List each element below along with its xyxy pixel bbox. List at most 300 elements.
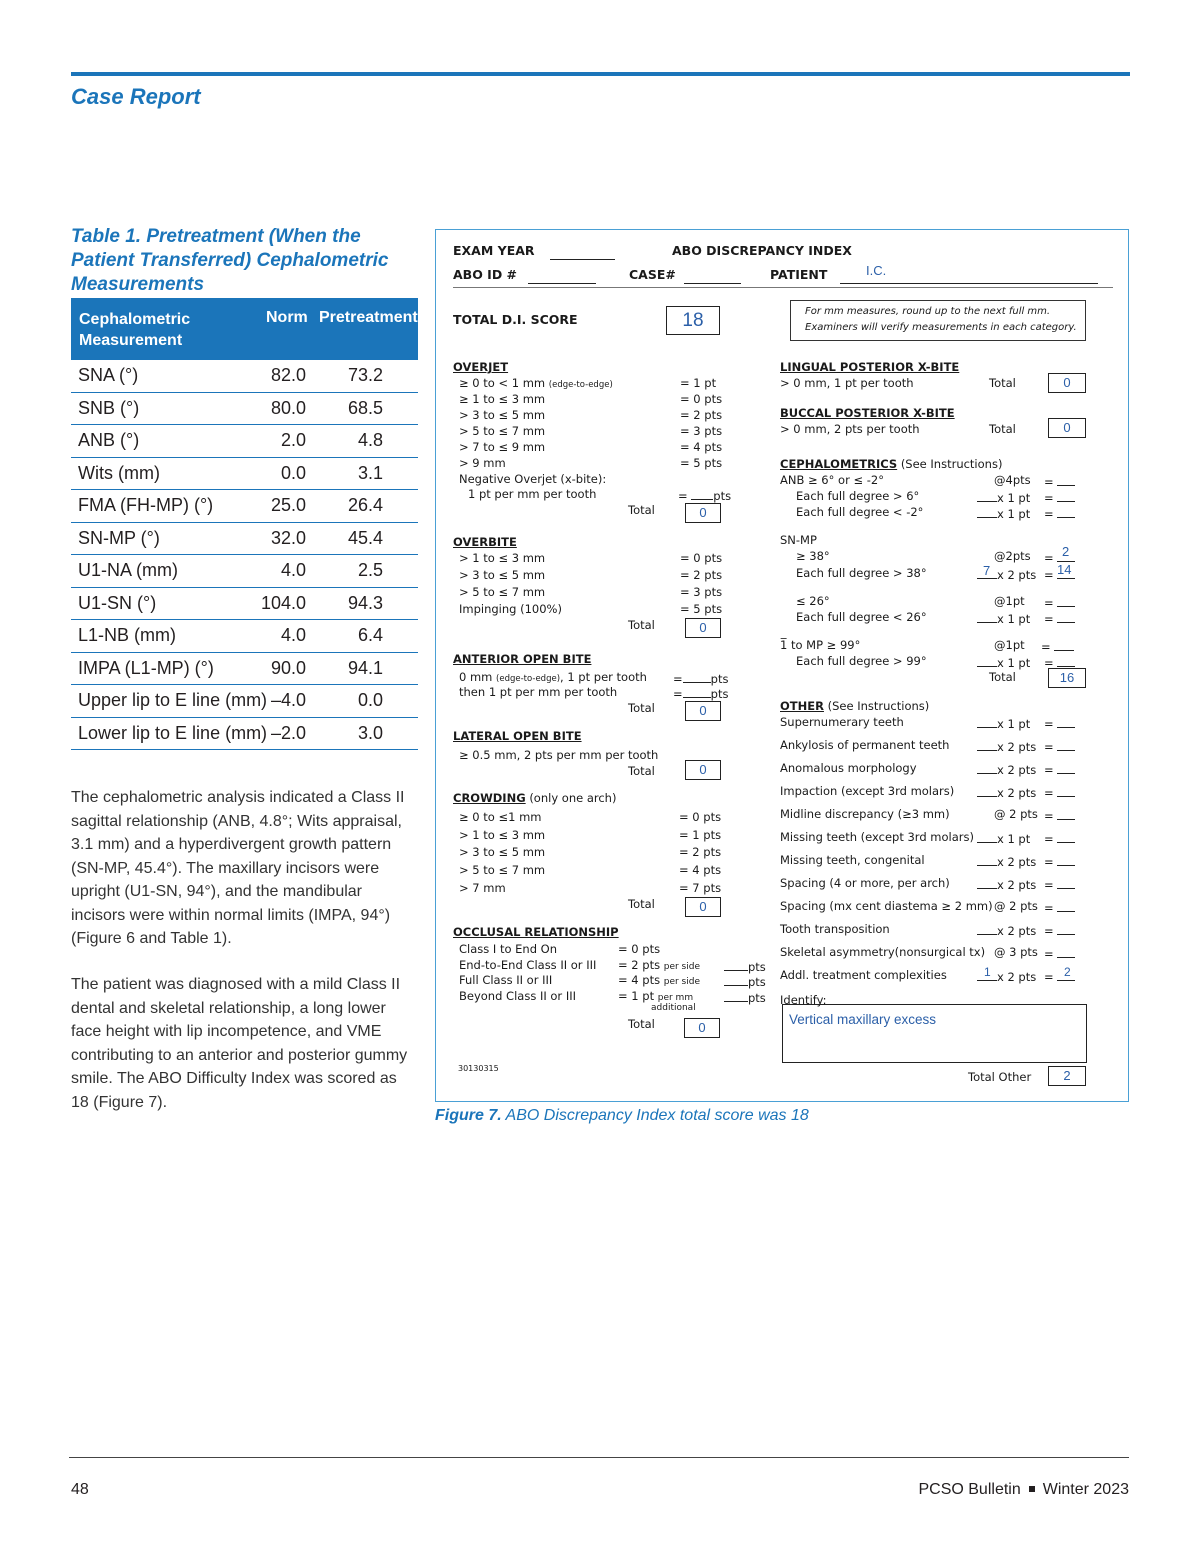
cell-pretreatment: 45.4 xyxy=(347,527,383,548)
value-blank[interactable] xyxy=(1057,594,1075,607)
total-label: Total xyxy=(628,764,655,778)
impa-mult xyxy=(977,654,1030,670)
other-label: Missing teeth (except 3rd molars) xyxy=(780,830,974,844)
mult-label: x 1 pt xyxy=(997,612,1031,626)
crowding-note: (only one arch) xyxy=(529,791,617,805)
ceph-title: CEPHALOMETRICS xyxy=(780,457,898,471)
table-row xyxy=(71,523,418,556)
pts-unit: pts xyxy=(710,672,729,686)
total-label: Total xyxy=(628,897,655,911)
other-label: Missing teeth, congenital xyxy=(780,853,925,867)
anb-each-pos: Each full degree > 6° xyxy=(796,489,920,503)
other-row xyxy=(780,945,1100,968)
other-mult xyxy=(977,738,1036,754)
other-row xyxy=(780,738,1100,761)
cell-measurement: Lower lip to E line (mm) xyxy=(78,722,268,743)
other-label: Midline discrepancy (≥3 mm) xyxy=(780,807,950,821)
crowding-pts: = 0 pts xyxy=(679,810,722,824)
total-label: Total xyxy=(628,701,655,715)
anb-criterion: ANB ≥ 6° or ≤ -2° xyxy=(780,473,884,487)
other-value: = xyxy=(1044,784,1075,800)
mult-label: x 1 pt xyxy=(997,491,1031,505)
count-blank[interactable] xyxy=(977,654,997,667)
anb-value: = xyxy=(1044,473,1075,489)
anb-pts: @4pts xyxy=(994,473,1031,487)
other-mult: @ 2 pts xyxy=(994,899,1038,913)
cell-pretreatment: 94.1 xyxy=(347,657,383,678)
cell-measurement: ANB (°) xyxy=(78,430,140,450)
aob-rest: , 1 pt per tooth xyxy=(560,670,647,684)
count-blank[interactable] xyxy=(977,610,997,623)
overbite-pts: = 2 pts xyxy=(680,568,723,582)
other-value: = xyxy=(1044,761,1075,777)
aob-points: = pts xyxy=(673,672,729,686)
cell-measurement: SNA (°) xyxy=(78,365,139,385)
overbite-pts: = 5 pts xyxy=(680,602,723,616)
other-row xyxy=(780,899,1100,922)
cell-measurement: SNB (°) xyxy=(78,397,140,418)
occlusal-pts-val: = 4 pts xyxy=(618,973,661,987)
other-row xyxy=(780,761,1100,784)
value-blank[interactable] xyxy=(1057,654,1075,667)
form-title: ABO DISCREPANCY INDEX xyxy=(672,243,852,258)
instructions-note xyxy=(790,300,1086,341)
snmp-each-count: 7 xyxy=(983,563,991,578)
other-label: Addl. treatment complexities xyxy=(780,968,947,982)
occlusal-pts xyxy=(618,973,700,987)
other-row xyxy=(780,922,1100,945)
figure-caption xyxy=(435,1107,809,1125)
occlusal-pts-note: per side xyxy=(663,962,700,972)
snmp-le: ≤ 26° xyxy=(796,594,830,608)
overjet-pts: = 1 pt xyxy=(680,376,717,390)
lingual-rule: > 0 mm, 1 pt per tooth xyxy=(780,376,914,390)
note-line: Examiners will verify measurements in each category. xyxy=(805,322,1077,333)
figure-text: ABO Discrepancy Index total score was 18 xyxy=(505,1107,809,1124)
value-blank[interactable] xyxy=(1057,761,1075,774)
exam-year-label: EXAM YEAR xyxy=(453,243,535,258)
other-note: (See Instructions) xyxy=(827,699,930,713)
overjet-title: OVERJET xyxy=(453,360,509,374)
cell-norm: 90.0 xyxy=(270,657,306,678)
crowding-range: > 7 mm xyxy=(459,881,506,895)
overjet-range: > 3 to ≤ 5 mm xyxy=(459,408,546,422)
cell-pretreatment: 0.0 xyxy=(357,690,383,710)
snmp-le-mult xyxy=(977,610,1030,626)
total-di-score: 18 xyxy=(666,306,720,335)
other-row xyxy=(780,715,1100,738)
cell-norm: 80.0 xyxy=(270,397,306,418)
top-rule xyxy=(71,72,1130,76)
value-blank[interactable] xyxy=(1057,807,1075,820)
table-row xyxy=(71,360,418,393)
occlusal-additional: additional xyxy=(651,1003,696,1013)
occlusal-points xyxy=(724,973,766,989)
other-value: = xyxy=(1044,830,1075,846)
cell-norm: 104.0 xyxy=(260,592,306,613)
snmp-le-each: Each full degree < 26° xyxy=(796,610,927,624)
value-blank[interactable] xyxy=(1057,784,1075,797)
occlusal-pts xyxy=(618,958,700,972)
overbite-total: 0 xyxy=(685,618,721,638)
cell-measurement: U1-NA (mm) xyxy=(78,560,178,580)
overbite-pts: = 3 pts xyxy=(680,585,723,599)
other-mult xyxy=(977,761,1036,777)
pts-blank[interactable] xyxy=(724,989,748,1002)
crowding-pts: = 4 pts xyxy=(679,863,722,877)
overjet-range: ≥ 1 to ≤ 3 mm xyxy=(459,392,546,406)
other-mult xyxy=(977,922,1036,938)
separator-square xyxy=(1029,1486,1035,1492)
impa-each-value: = xyxy=(1044,654,1075,670)
other-row xyxy=(780,807,1100,830)
cell-norm: 82.0 xyxy=(270,365,306,385)
table-row xyxy=(71,620,418,653)
crowding-range: > 3 to ≤ 5 mm xyxy=(459,845,546,859)
overjet-pts: = 5 pts xyxy=(680,456,723,470)
value-blank[interactable] xyxy=(1057,830,1075,843)
anb-each-neg: Each full degree < -2° xyxy=(796,505,924,519)
snmp-le-value: = xyxy=(1044,594,1075,610)
overjet-pts: = 4 pts xyxy=(680,440,723,454)
value-blank[interactable] xyxy=(1054,638,1074,651)
other-label: Anomalous morphology xyxy=(780,761,917,775)
other-value: 2 xyxy=(1064,965,1071,979)
pts-blank[interactable] xyxy=(683,685,711,698)
lateral-open-bite-total: 0 xyxy=(685,760,721,780)
other-total: 2 xyxy=(1048,1066,1086,1086)
other-row xyxy=(780,876,1100,899)
cell-measurement: FMA (FH-MP) (°) xyxy=(78,495,214,515)
count-blank[interactable] xyxy=(977,922,997,935)
value-blank[interactable] xyxy=(1057,738,1075,751)
other-row xyxy=(780,965,1100,991)
table-row xyxy=(71,653,418,686)
crowding-pts: = 2 pts xyxy=(679,845,722,859)
occlusal-pts-val: = 1 pt xyxy=(618,989,655,1003)
ceph-heading xyxy=(780,457,1002,471)
other-row xyxy=(780,830,1100,853)
overjet-range: ≥ 0 to < 1 mm xyxy=(459,376,546,390)
cell-norm: 32.0 xyxy=(270,527,306,548)
lingual-title: LINGUAL POSTERIOR X-BITE xyxy=(780,360,960,374)
occlusal-pts-val: = 2 pts xyxy=(618,958,661,972)
cell-norm: 4.0 xyxy=(280,625,306,645)
overjet-note: (edge-to-edge) xyxy=(548,380,613,390)
snmp-ge-pts: @2pts xyxy=(994,549,1031,563)
mult-label: x 2 pts xyxy=(997,786,1037,800)
buccal-title: BUCCAL POSTERIOR X-BITE xyxy=(780,406,955,420)
other-value: = xyxy=(1044,922,1075,938)
mult-label: x 2 pts xyxy=(997,855,1037,869)
table-row xyxy=(71,490,418,523)
occlusal-pts: = 0 pts xyxy=(618,942,661,956)
publication-name: PCSO Bulletin xyxy=(918,1481,1021,1498)
ceph-note: (See Instructions) xyxy=(900,457,1003,471)
issue-name: Winter 2023 xyxy=(1042,1481,1129,1498)
other-mult xyxy=(977,876,1036,892)
mult-label: x 2 pts xyxy=(997,878,1037,892)
pts-unit: pts xyxy=(713,489,732,503)
anterior-open-bite-title: ANTERIOR OPEN BITE xyxy=(453,652,592,666)
anb-mult xyxy=(977,505,1030,521)
other-mult xyxy=(977,784,1036,800)
cell-pretreatment: 73.2 xyxy=(347,365,383,385)
value-blank[interactable] xyxy=(1057,505,1075,518)
cell-measurement: Wits (mm) xyxy=(78,462,160,483)
aob-note: (edge-to-edge) xyxy=(496,674,561,684)
overjet-pts: = 3 pts xyxy=(680,424,723,438)
section-label: Case Report xyxy=(71,84,201,109)
impa-value: = xyxy=(1041,638,1074,654)
other-mult xyxy=(977,830,1030,846)
count-blank[interactable] xyxy=(977,505,997,518)
impa-criterion: 1̅ to MP ≥ 99° xyxy=(780,638,861,652)
mult-label: x 1 pt xyxy=(997,656,1031,670)
cell-pretreatment: 3.0 xyxy=(357,722,383,743)
pts-blank[interactable] xyxy=(724,973,748,986)
value-blank[interactable] xyxy=(1057,922,1075,935)
form-id: 30130315 xyxy=(458,1064,499,1073)
cell-pretreatment: 2.5 xyxy=(357,560,383,580)
other-row xyxy=(780,853,1100,876)
anterior-open-bite-rule xyxy=(459,670,647,684)
cell-pretreatment: 68.5 xyxy=(347,397,383,418)
value-blank[interactable] xyxy=(1057,899,1075,912)
anb-value: = xyxy=(1044,505,1075,521)
table-row xyxy=(71,393,418,426)
overjet-range: > 7 to ≤ 9 mm xyxy=(459,440,546,454)
total-label: Total xyxy=(989,670,1016,684)
total-di-label: TOTAL D.I. SCORE xyxy=(453,312,578,327)
negative-overjet-rule: 1 pt per mm per tooth xyxy=(468,487,597,501)
other-value: = xyxy=(1044,715,1075,731)
cell-norm: 25.0 xyxy=(270,495,306,515)
mult-label: x 2 pts xyxy=(997,924,1037,938)
cephalometric-table xyxy=(71,298,418,750)
count-blank[interactable] xyxy=(977,853,997,866)
table-row xyxy=(71,425,418,458)
snmp-each: Each full degree > 38° xyxy=(796,566,927,580)
occlusal-pts xyxy=(618,989,693,1003)
anb-mult xyxy=(977,489,1030,505)
identify-value: Vertical maxillary excess xyxy=(789,1012,937,1027)
cell-pretreatment: 4.8 xyxy=(357,430,383,450)
mult-label: x 2 pts xyxy=(997,763,1037,777)
cell-norm: 2.0 xyxy=(280,430,306,450)
header-pretreatment: Pretreatment xyxy=(319,309,418,326)
header-norm: Norm xyxy=(266,309,308,326)
pts-blank[interactable] xyxy=(724,958,748,971)
value-blank[interactable] xyxy=(1057,715,1075,728)
other-label: Impaction (except 3rd molars) xyxy=(780,784,955,798)
occlusal-pts-note: per mm xyxy=(657,993,694,1003)
crowding-range: > 1 to ≤ 3 mm xyxy=(459,828,546,842)
cell-norm: –4.0 xyxy=(270,690,306,710)
overbite-title: OVERBITE xyxy=(453,535,517,549)
overjet-pts: = 0 pts xyxy=(680,392,723,406)
occlusal-class: Beyond Class II or III xyxy=(459,989,576,1003)
value-blank[interactable] xyxy=(1057,945,1075,958)
overbite-pts: = 0 pts xyxy=(680,551,723,565)
value-blank[interactable] xyxy=(1057,853,1075,866)
occlusal-points xyxy=(724,958,766,974)
snmp-each-value: 14 xyxy=(1057,562,1072,577)
other-count: 1 xyxy=(984,965,991,979)
other-mult xyxy=(977,715,1030,731)
crowding-pts: = 7 pts xyxy=(679,881,722,895)
overbite-range: > 3 to ≤ 5 mm xyxy=(459,568,546,582)
pts-blank[interactable] xyxy=(683,670,711,683)
impa-each: Each full degree > 99° xyxy=(796,654,927,668)
ceph-total: 16 xyxy=(1048,668,1086,688)
patient-label: PATIENT xyxy=(770,267,828,282)
other-value-row: = xyxy=(1044,968,1075,984)
other-value: = xyxy=(1044,807,1075,823)
abo-id-label: ABO ID # xyxy=(453,267,518,282)
mult-label: x 2 pts xyxy=(997,568,1037,582)
body-paragraph: The cephalometric analysis indicated a Class II sagittal relationship (ANB, 4.8°; Wits appraisal, 3.1 mm) and a hyperdivergent growth pattern (SN-MP, 45.4°). The maxillary incisors were upright (U1-SN, 94°), and the mandibular incisors were within normal limits (IMPA, 94°) (Figure 6 and Table 1). xyxy=(71,789,405,947)
table-row xyxy=(71,718,418,751)
cell-pretreatment: 3.1 xyxy=(357,462,383,483)
count-blank[interactable] xyxy=(977,876,997,889)
occlusal-class: Class I to End On xyxy=(459,942,558,956)
table-row xyxy=(71,685,418,718)
table-row xyxy=(71,555,418,588)
other-value: = xyxy=(1044,945,1075,961)
pts-unit: pts xyxy=(748,960,766,974)
snmp-ge: ≥ 38° xyxy=(796,549,830,563)
mult-label: x 1 pt xyxy=(997,507,1031,521)
total-label: Total xyxy=(628,618,655,632)
header-measurement: Cephalometric Measurement xyxy=(79,311,191,349)
total-label: Total xyxy=(628,1017,655,1031)
negative-overjet-points: = pts xyxy=(678,489,732,503)
table-row xyxy=(71,458,418,491)
pts-unit: pts xyxy=(748,991,766,1005)
anterior-open-bite-total: 0 xyxy=(685,701,721,721)
body-paragraph: The patient was diagnosed with a mild Class II dental and skeletal relationship, a long lower face height with lip incompetence, and VME contributing to an anterior and posterior gummy smile. The ABO Difficulty Index was scored as 18 (Figure 7). xyxy=(71,976,408,1111)
crowding-title: CROWDING xyxy=(453,791,526,805)
count-blank[interactable] xyxy=(977,738,997,751)
exam-year-field[interactable] xyxy=(550,247,615,260)
pts-blank[interactable] xyxy=(691,487,713,500)
buccal-total: 0 xyxy=(1048,418,1086,438)
total-label: Total xyxy=(989,422,1016,436)
total-other-label: Total Other xyxy=(968,1070,1032,1084)
footer-rule xyxy=(69,1457,1129,1458)
count-blank[interactable] xyxy=(977,784,997,797)
header-divider xyxy=(453,287,1113,288)
other-label: Supernumerary teeth xyxy=(780,715,904,729)
crowding-pts: = 1 pts xyxy=(679,828,722,842)
lingual-total: 0 xyxy=(1048,373,1086,393)
cell-measurement: IMPA (L1-MP) (°) xyxy=(78,657,214,678)
value-blank[interactable] xyxy=(1057,489,1075,502)
snmp-ge-value: 2 xyxy=(1062,544,1070,559)
table-row xyxy=(71,588,418,621)
occlusal-total: 0 xyxy=(684,1018,720,1038)
abo-discrepancy-form xyxy=(435,229,1129,1102)
mult-label: x 2 pts xyxy=(997,970,1037,984)
other-mult: @ 2 pts xyxy=(994,807,1038,821)
other-mult: @ 3 pts xyxy=(994,945,1038,959)
overjet-range: > 9 mm xyxy=(459,456,506,470)
crowding-range: ≥ 0 to ≤1 mm xyxy=(459,810,542,824)
count-blank[interactable] xyxy=(977,830,997,843)
occlusal-title: OCCLUSAL RELATIONSHIP xyxy=(453,925,619,939)
cell-measurement: L1-NB (mm) xyxy=(78,625,176,645)
figure-label: Figure 7. xyxy=(435,1107,502,1124)
value-blank[interactable] xyxy=(1057,876,1075,889)
anb-value: = xyxy=(1044,489,1075,505)
overjet-range: > 5 to ≤ 7 mm xyxy=(459,424,546,438)
other-label: Ankylosis of permanent teeth xyxy=(780,738,950,752)
other-value: = xyxy=(1044,899,1075,915)
count-blank[interactable] xyxy=(977,761,997,774)
cell-norm: –2.0 xyxy=(270,722,306,743)
page-number: 48 xyxy=(71,1481,89,1498)
overbite-range: > 1 to ≤ 3 mm xyxy=(459,551,546,565)
cell-norm: 4.0 xyxy=(280,560,306,580)
lateral-open-bite-title: LATERAL OPEN BITE xyxy=(453,729,582,743)
count-blank[interactable] xyxy=(977,715,997,728)
buccal-rule: > 0 mm, 2 pts per tooth xyxy=(780,422,920,436)
cell-pretreatment: 94.3 xyxy=(347,592,383,613)
value-blank[interactable] xyxy=(1057,610,1075,623)
identify-box[interactable] xyxy=(782,1004,1087,1063)
overjet-total: 0 xyxy=(685,503,721,523)
occlusal-class: End-to-End Class II or III xyxy=(459,958,597,972)
other-title: OTHER xyxy=(780,699,824,713)
other-row xyxy=(780,784,1100,807)
total-label: Total xyxy=(628,503,655,517)
other-label: Tooth transposition xyxy=(780,922,890,936)
anterior-open-bite-rule2: then 1 pt per mm per tooth xyxy=(459,685,618,699)
cell-pretreatment: 26.4 xyxy=(347,495,383,515)
occlusal-pts-note: per side xyxy=(663,977,700,987)
overjet-pts: = 2 pts xyxy=(680,408,723,422)
crowding-total: 0 xyxy=(685,897,721,917)
negative-overjet-label: Negative Overjet (x-bite): xyxy=(459,472,607,486)
cell-measurement: U1-SN (°) xyxy=(78,592,157,613)
abo-id-field[interactable] xyxy=(528,271,596,284)
other-value: = xyxy=(1044,853,1075,869)
mult-label: x 1 pt xyxy=(997,717,1031,731)
other-value: = xyxy=(1044,738,1075,754)
value-blank[interactable] xyxy=(1057,473,1075,486)
cell-measurement: Upper lip to E line (mm) xyxy=(78,690,268,710)
case-field[interactable] xyxy=(684,271,741,284)
snmp-each-value-row: = xyxy=(1044,566,1075,582)
overbite-range: Impinging (100%) xyxy=(459,602,562,616)
patient-value: I.C. xyxy=(866,263,887,278)
lateral-open-bite-rule: ≥ 0.5 mm, 2 pts per mm per tooth xyxy=(459,748,659,762)
snmp-le-each-value: = xyxy=(1044,610,1075,626)
impa-pts: @1pt xyxy=(994,638,1025,652)
aob-points: = pts xyxy=(673,687,729,701)
cell-measurement: SN-MP (°) xyxy=(78,527,160,548)
case-label: CASE# xyxy=(629,267,676,282)
table-caption: Table 1. Pretreatment (When the Patient Transferred) Cephalometric Measurements xyxy=(71,226,389,295)
crowding-range: > 5 to ≤ 7 mm xyxy=(459,863,546,877)
pts-unit: pts xyxy=(748,975,766,989)
mult-label: x 2 pts xyxy=(997,740,1037,754)
count-blank[interactable] xyxy=(977,489,997,502)
footer-publication xyxy=(918,1481,1129,1499)
identify-label: Identify: xyxy=(780,993,827,1007)
crowding-heading xyxy=(453,791,616,805)
